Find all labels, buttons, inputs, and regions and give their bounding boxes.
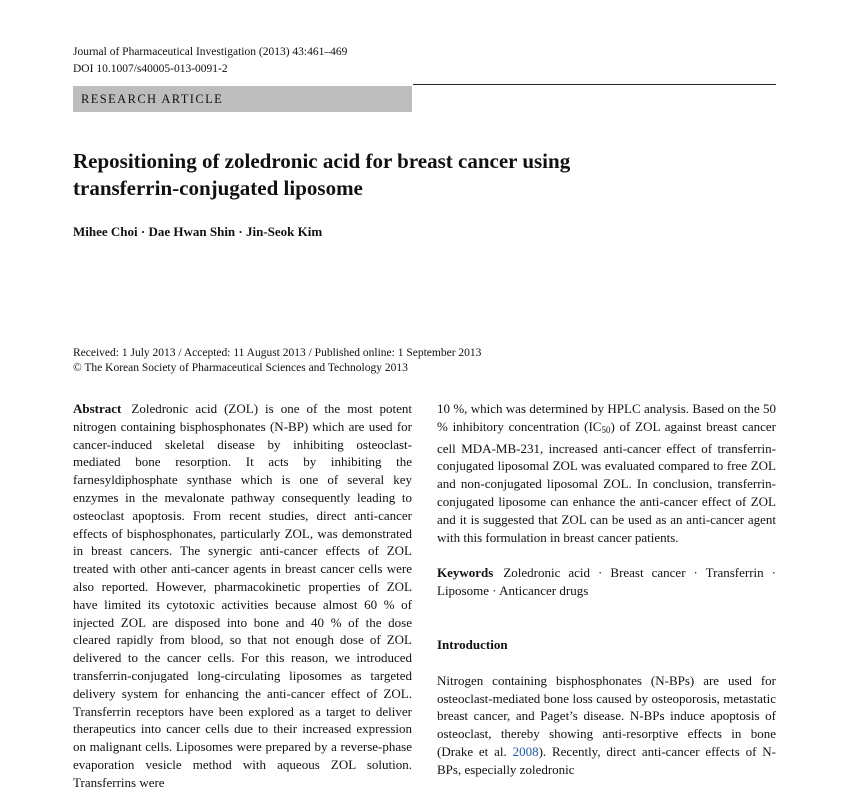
header-rule [413,84,776,85]
publication-history [73,346,481,375]
intro-text-2: ). Recently, direct anti-cancer effects of N-BPs, especially zoledronic [437,743,776,777]
left-column [73,400,412,792]
article-title [73,148,693,202]
dates-line: Received: 1 July 2013 / Accepted: 11 August 2013 / Published online: 1 September 2013 [73,347,482,359]
abstract-text-left: Zoledronic acid (ZOL) is one of the most potent nitrogen containing bisphosphonates (N-BP) which are used for cancer-induced skeletal disease by inhibiting osteoclast-mediated bone resorption. It acts by inhibiting the farnesyldiphosphate synthase which is one of several key enzymes in the mevalonate pathway consequently leading to osteoclast apoptosis. From recent studies, direct anti-cancer effects of bisphosphonates, particularly ZOL, was demonstrated in breast cancers. The synergic anti-cancer effects of ZOL treated with other anti-cancer agents in breast cancer cells were also reported. However, pharmacokinetic properties of ZOL have limited its cytotoxic activities because almost 60 % of injected ZOL are disposed into bone and 40 % of the dose cleared rapidly from blood, so that not enough dose of ZOL delivered to the cancer cells. For this reason, we introduced transferrin-conjugated long-circulating liposomes as targeted delivery system for enhancing the anti-cancer effect of ZOL. Transferrin receptors have been explored as a target to deliver therapeutics into cancer cells due to their increased expression on malignant cells. Liposomes were prepared by a reverse-phase evaporation vesicle method with aqueous ZOL solution. Transferrins were [73,401,412,790]
title-line-2: transferrin-conjugated liposome [73,176,363,200]
abstract-text-right-1: 10 %, which was determined by HPLC analysis. Based on the 50 % inhibitory concentration (IC [437,401,776,434]
keywords-paragraph [437,564,776,600]
ic50-subscript: 50 [601,424,611,435]
keywords-text: Zoledronic acid · Breast cancer · Transferrin · Liposome · Anticancer drugs [437,565,776,599]
copyright-line: © The Korean Society of Pharmaceutical Sciences and Technology 2013 [73,361,408,374]
right-column [437,400,776,779]
article-type-banner: RESEARCH ARTICLE [73,86,412,112]
citation-link[interactable]: 2008 [512,743,539,759]
journal-citation: Journal of Pharmaceutical Investigation (2013) 43:461–469 [73,46,348,58]
abstract-paragraph [73,400,412,792]
journal-info [73,44,347,78]
intro-text-1: Nitrogen containing bisphosphonates (N-BPs) are used for osteoclast-mediated bone loss caused by osteoporosis, metastatic breast cancer, and Paget’s disease. N-BPs induce apoptosis of osteoclast, thereby showing anti-resorptive effects in bone (Drake et al. [437,672,776,759]
abstract-text-right-2: ) of ZOL against breast cancer cell MDA-MB-231, increased anti-cancer effect of transferrin-conjugated liposomal ZOL was evaluated compared to free ZOL and non-conjugated liposomal ZOL. In conclusion, transferrin-conjugated liposome can enhance the anti-cancer effect of ZOL and it is suggested that ZOL can be used as an anti-cancer agent with this formulation in breast cancer patients. [437,418,776,545]
doi: DOI 10.1007/s40005-013-0091-2 [73,63,228,75]
keywords-label: Keywords [437,565,494,581]
introduction-heading: Introduction [437,636,508,652]
abstract-continued [437,400,776,546]
abstract-label: Abstract [73,401,122,416]
title-line-1: Repositioning of zoledronic acid for breast cancer using [73,149,571,173]
author-list: Mihee Choi · Dae Hwan Shin · Jin-Seok Kim [73,224,323,239]
introduction-paragraph [437,672,776,779]
